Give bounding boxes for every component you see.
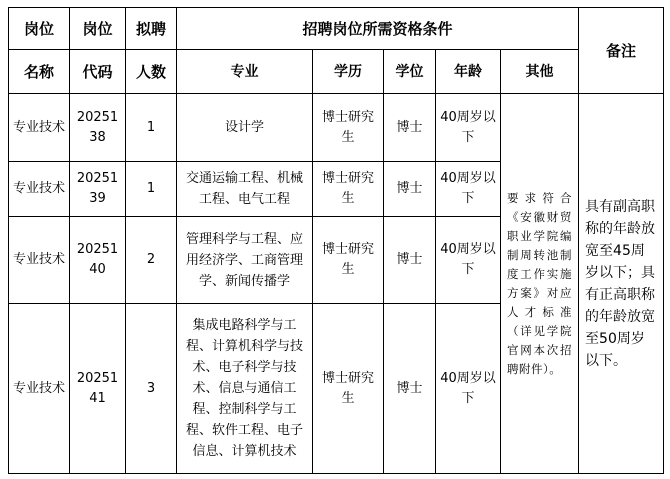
header-other: 其他: [501, 50, 579, 94]
header-education: 学历: [313, 50, 384, 94]
cell-education: 博士研究生: [313, 217, 384, 304]
cell-age: 40周岁以下: [436, 94, 501, 162]
cell-code: 2025141: [70, 304, 126, 474]
header-major: 专业: [177, 50, 313, 94]
cell-post: 专业技术: [9, 162, 70, 217]
cell-code: 2025140: [70, 217, 126, 304]
other-conditions: 要求符合《安徽财贸职业学院编制周转池制度工作实施方案》对应人才标准（详见学院官网本次招聘附件）。: [501, 94, 579, 474]
cell-count: 1: [126, 94, 177, 162]
header-code-2: 代码: [70, 50, 126, 94]
header-post: 岗位: [9, 8, 70, 50]
cell-count: 3: [126, 304, 177, 474]
cell-age: 40周岁以下: [436, 217, 501, 304]
cell-code: 2025139: [70, 162, 126, 217]
table-row: [9, 94, 664, 162]
header-remarks: 备注: [579, 8, 664, 94]
header-count-2: 人数: [126, 50, 177, 94]
cell-count: 1: [126, 162, 177, 217]
cell-post: 专业技术: [9, 217, 70, 304]
cell-count: 2: [126, 217, 177, 304]
cell-major: 设计学: [177, 94, 313, 162]
cell-degree: 博士: [384, 217, 436, 304]
cell-degree: 博士: [384, 304, 436, 474]
header-requirements: 招聘岗位所需资格条件: [177, 8, 579, 50]
header-degree: 学位: [384, 50, 436, 94]
header-code: 岗位: [70, 8, 126, 50]
cell-degree: 博士: [384, 94, 436, 162]
cell-post: 专业技术: [9, 94, 70, 162]
recruitment-table: [8, 7, 664, 474]
remarks-text: 具有副高职称的年龄放宽至45周岁以下；具有正高职称的年龄放宽至50周岁以下。: [579, 94, 664, 474]
cell-education: 博士研究生: [313, 304, 384, 474]
cell-age: 40周岁以下: [436, 162, 501, 217]
cell-code: 2025138: [70, 94, 126, 162]
cell-education: 博士研究生: [313, 94, 384, 162]
cell-post: 专业技术: [9, 304, 70, 474]
header-count: 拟聘: [126, 8, 177, 50]
header-age: 年龄: [436, 50, 501, 94]
cell-major: 集成电路科学与工程、计算机科学与技术、电子科学与技术、信息与通信工程、控制科学与工程、软件工程、电子信息、计算机技术: [177, 304, 313, 474]
cell-education: 博士研究生: [313, 162, 384, 217]
cell-degree: 博士: [384, 162, 436, 217]
cell-major: 管理科学与工程、应用经济学、工商管理学、新闻传播学: [177, 217, 313, 304]
header-post-2: 名称: [9, 50, 70, 94]
cell-age: 40周岁以下: [436, 304, 501, 474]
cell-major: 交通运输工程、机械工程、电气工程: [177, 162, 313, 217]
